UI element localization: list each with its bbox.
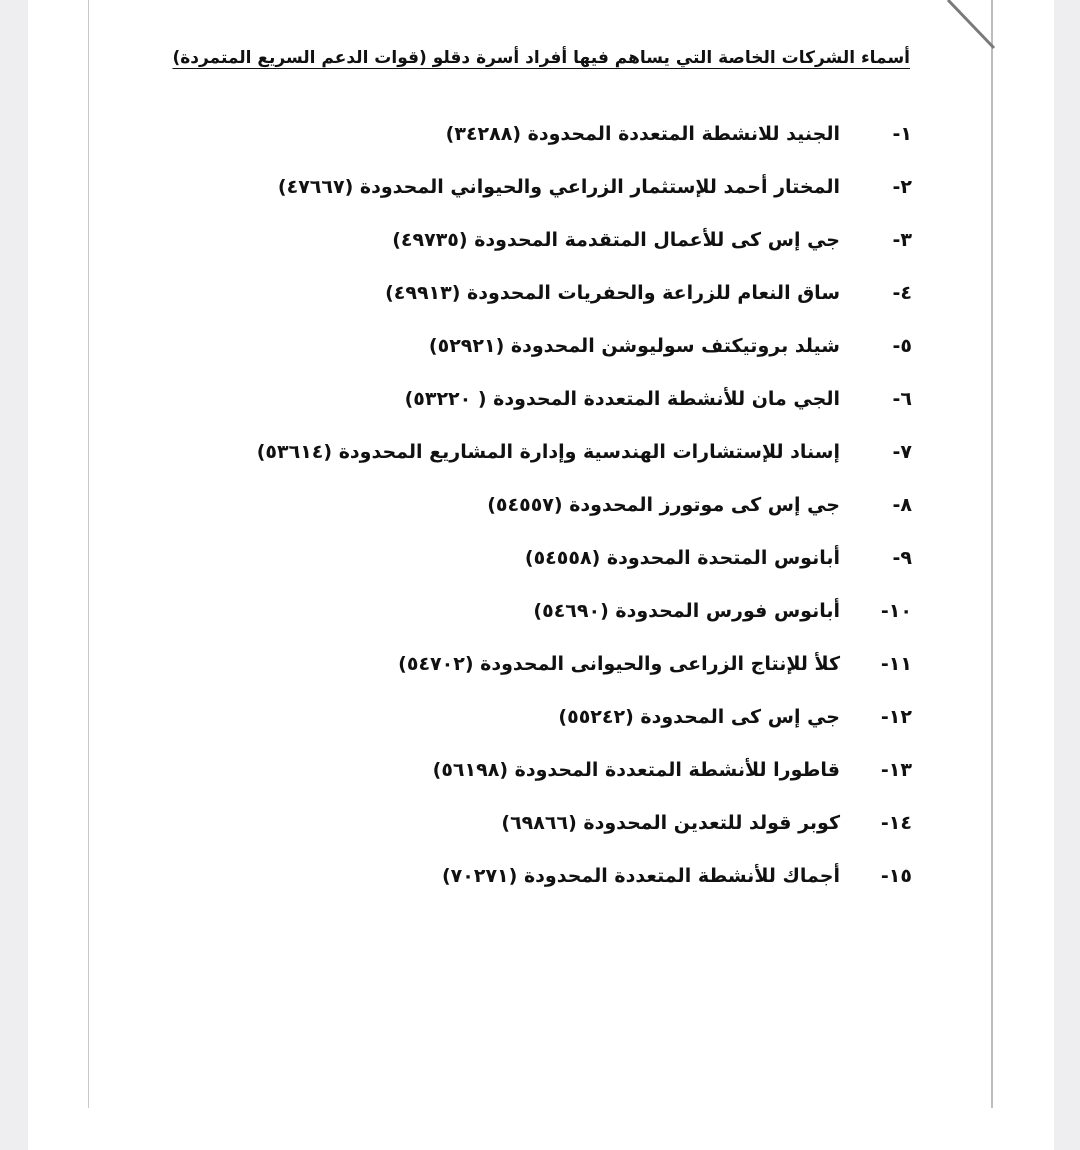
list-item bbox=[0, 591, 1080, 631]
document-title: أسماء الشركات الخاصة التي يساهم فيها أفراد أسرة دقلو (قوات الدعم السريع المتمردة) bbox=[172, 48, 910, 68]
item-text: جي إس كى للأعمال المتقدمة المحدودة (٤٩٧٣٥) bbox=[392, 229, 840, 251]
item-text: أجماك للأنشطة المتعددة المحدودة (٧٠٢٧١) bbox=[441, 865, 840, 887]
item-number: ٩- bbox=[892, 547, 912, 569]
list-item bbox=[0, 803, 1080, 843]
list-item bbox=[0, 114, 1080, 154]
item-text: المختار أحمد للإستثمار الزراعي والحيواني المحدودة (٤٧٦٦٧) bbox=[277, 176, 840, 198]
list-item bbox=[0, 485, 1080, 525]
item-text: شيلد بروتيكتف سوليوشن المحدودة (٥٢٩٢١) bbox=[428, 335, 840, 357]
item-number: ١٥- bbox=[880, 865, 912, 887]
item-text: جي إس كى موتورز المحدودة (٥٤٥٥٧) bbox=[487, 494, 840, 516]
list-item bbox=[0, 167, 1080, 207]
item-number: ٨- bbox=[892, 494, 912, 516]
item-number: ٤- bbox=[892, 282, 912, 304]
list-item bbox=[0, 379, 1080, 419]
company-list bbox=[0, 110, 1080, 950]
list-item bbox=[0, 538, 1080, 578]
item-text: ساق النعام للزراعة والحفريات المحدودة (٤٩٩١٣) bbox=[385, 282, 840, 304]
item-text: أبانوس المتحدة المحدودة (٥٤٥٥٨) bbox=[524, 547, 840, 569]
page-corner-fold bbox=[944, 0, 1004, 60]
list-item bbox=[0, 750, 1080, 790]
list-item bbox=[0, 644, 1080, 684]
list-item bbox=[0, 220, 1080, 260]
item-number: ٢- bbox=[892, 176, 912, 198]
item-number: ١٤- bbox=[880, 812, 912, 834]
item-number: ٥- bbox=[892, 335, 912, 357]
item-text: الجي مان للأنشطة المتعددة المحدودة ( ٥٣٢٢٠) bbox=[404, 388, 840, 410]
list-item bbox=[0, 697, 1080, 737]
list-item bbox=[0, 273, 1080, 313]
item-text: كوبر قولد للتعدين المحدودة (٦٩٨٦٦) bbox=[501, 812, 840, 834]
item-number: ١- bbox=[892, 123, 912, 145]
item-number: ٣- bbox=[892, 229, 912, 251]
page-bottom-margin bbox=[28, 1108, 1054, 1150]
item-text: قاطورا للأنشطة المتعددة المحدودة (٥٦١٩٨) bbox=[432, 759, 840, 781]
item-number: ٧- bbox=[892, 441, 912, 463]
list-item bbox=[0, 326, 1080, 366]
item-number: ١٠- bbox=[880, 600, 912, 622]
item-text: جي إس كى المحدودة (٥٥٢٤٢) bbox=[558, 706, 840, 728]
item-number: ١١- bbox=[880, 653, 912, 675]
item-number: ٦- bbox=[892, 388, 912, 410]
item-text: كلأ للإنتاج الزراعى والحيوانى المحدودة (٥٤٧٠٢) bbox=[398, 653, 840, 675]
list-item bbox=[0, 432, 1080, 472]
item-text: إسناد للإستشارات الهندسية وإدارة المشاريع المحدودة (٥٣٦١٤) bbox=[256, 441, 840, 463]
item-number: ١٣- bbox=[880, 759, 912, 781]
item-text: الجنيد للانشطة المتعددة المحدودة (٣٤٢٨٨) bbox=[445, 123, 840, 145]
list-item bbox=[0, 856, 1080, 896]
item-text: أبانوس فورس المحدودة (٥٤٦٩٠) bbox=[533, 600, 840, 622]
item-number: ١٢- bbox=[880, 706, 912, 728]
